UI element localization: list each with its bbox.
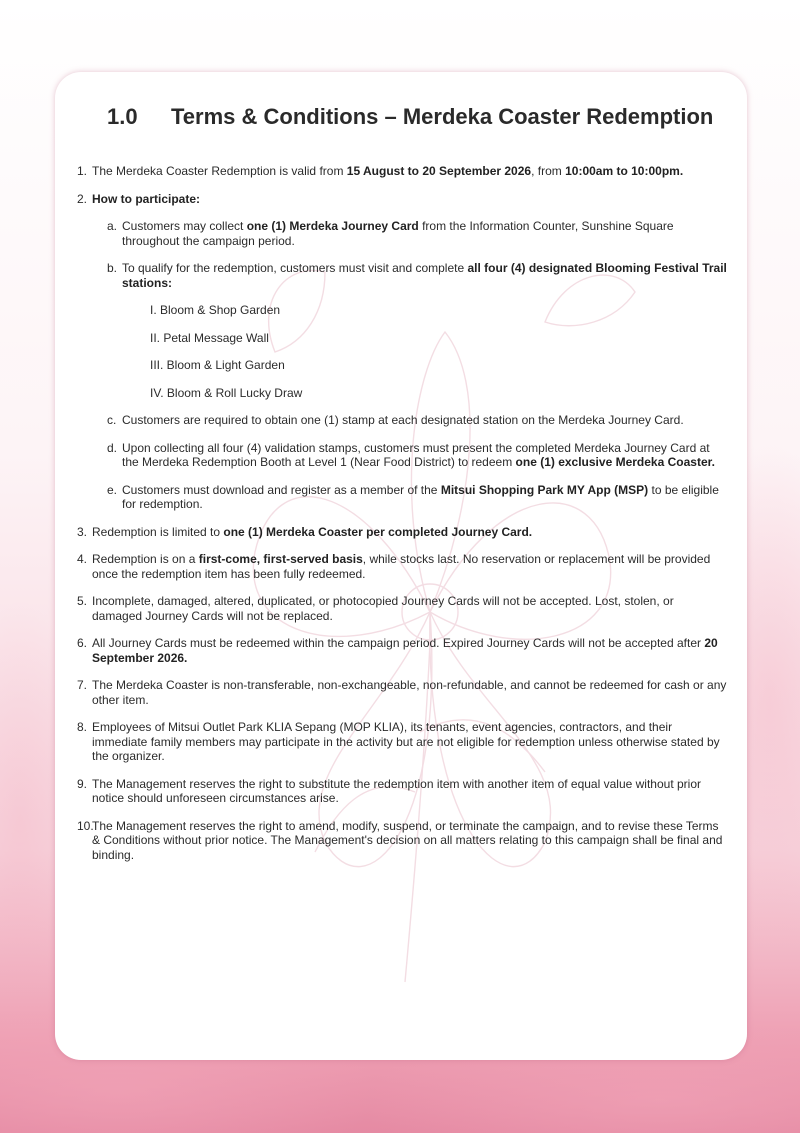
sub-letter: e.	[107, 482, 118, 497]
sub-bold: all four (4) designated Blooming Festival Trail stations:	[122, 261, 727, 290]
term-item-9	[77, 777, 727, 806]
item-text: Incomplete, damaged, altered, duplicated, or photocopied Journey Cards will not be accepted. Lost, stolen, or damaged Journey Cards will not be replaced.	[92, 594, 674, 623]
sub-bold: one (1) Merdeka Journey Card	[246, 219, 419, 233]
sub-item-b	[107, 261, 727, 400]
item-text: Employees of Mitsui Outlet Park KLIA Sepang (MOP KLIA), its tenants, event agencies, contractors, and their immediate family members may participate in the activity but are not eligible for redemption unless otherwise stated by the organizer.	[92, 720, 720, 763]
item-bold: How to participate:	[92, 191, 201, 206]
station-item: IV. Bloom & Roll Lucky Draw	[150, 385, 303, 400]
sub-text: Upon collecting all four (4) validation stamps, customers must present the completed Merdeka Journey Card at the Merdeka Redemption Booth at Level 1 (Near Food District) to redeem	[122, 440, 710, 469]
terms-list	[77, 164, 727, 875]
term-item-3	[77, 525, 727, 540]
item-text: The Management reserves the right to substitute the redemption item with another item of equal value without prior notice should unforeseen circumstances arise.	[92, 776, 701, 805]
sub-text: from the Information Counter, Sunshine Square throughout the campaign period.	[122, 219, 674, 248]
term-item-6	[77, 636, 727, 665]
sub-letter: a.	[107, 219, 118, 233]
item-bold: one (1) Merdeka Coaster per completed Journey Card.	[223, 524, 533, 539]
item-number: 5.	[77, 594, 88, 608]
sub-text: Customers are required to obtain one (1) stamp at each designated station on the Merdeka Journey Card.	[122, 413, 684, 427]
term-item-1	[77, 164, 727, 179]
sub-item-c	[107, 413, 727, 428]
section-number: 1.0	[107, 104, 138, 129]
page-title	[107, 104, 713, 130]
item-text: The Merdeka Coaster is non-transferable, non-exchangeable, non-refundable, and cannot be redeemed for cash or any other item.	[92, 678, 727, 707]
item-number: 6.	[77, 636, 88, 650]
sub-bold: Mitsui Shopping Park MY App (MSP)	[440, 482, 649, 497]
item-number: 2.	[77, 191, 88, 206]
item-bold: 20 September 2026.	[92, 636, 718, 665]
item-number: 4.	[77, 552, 88, 566]
title-text: Terms & Conditions – Merdeka Coaster Redemption	[171, 104, 714, 129]
term-item-10	[77, 819, 727, 863]
sub-letter: d.	[107, 440, 118, 455]
item-bold: 10:00am to 10:00pm.	[565, 164, 684, 178]
term-item-5	[77, 594, 727, 623]
item-text: The Management reserves the right to amend, modify, suspend, or terminate the campaign, and to revise these Terms & Conditions without prior notice. The Management's decision on all matters relating to this campaign shall be final and binding.	[92, 818, 723, 862]
sub-item-d	[107, 441, 727, 470]
sub-letter: c.	[107, 413, 117, 427]
sub-bold: one (1) exclusive Merdeka Coaster.	[515, 455, 715, 469]
item-number: 7.	[77, 678, 88, 692]
term-item-4	[77, 552, 727, 581]
item-text: , while stocks last. No reservation or replacement will be provided once the redemption item has been fully redeemed.	[92, 552, 711, 581]
sub-text: To qualify for the redemption, customers must visit and complete	[122, 261, 468, 275]
station-item: II. Petal Message Wall	[150, 330, 269, 345]
item-text: Redemption is on a	[92, 552, 199, 566]
item-number: 8.	[77, 720, 88, 734]
item-number: 3.	[77, 524, 88, 539]
station-item: I. Bloom & Shop Garden	[150, 303, 281, 317]
sub-item-a	[107, 219, 727, 248]
station-item: III. Bloom & Light Garden	[150, 358, 285, 372]
terms-card	[55, 72, 747, 1060]
item-bold: 15 August to 20 September 2026	[346, 164, 532, 178]
item-text: , from	[531, 164, 566, 178]
item-text: All Journey Cards must be redeemed within the campaign period. Expired Journey Cards will not be accepted after	[92, 636, 705, 650]
station-list	[150, 303, 727, 400]
item-number: 9.	[77, 776, 88, 791]
term-item-8	[77, 720, 727, 764]
sub-text: to be eligible for redemption.	[122, 482, 719, 511]
term-item-7	[77, 678, 727, 707]
sub-item-e	[107, 483, 727, 512]
sub-text: Customers must download and register as a member of the	[122, 482, 441, 497]
sub-text: Customers may collect	[122, 219, 247, 233]
item-bold: first-come, first-served basis	[198, 552, 363, 566]
sub-letter: b.	[107, 261, 118, 275]
item-text: The Merdeka Coaster Redemption is valid from	[92, 164, 347, 178]
term-item-2	[77, 192, 727, 512]
item-text: Redemption is limited to	[92, 524, 224, 539]
item-number: 10.	[77, 818, 94, 833]
item-number: 1.	[77, 164, 88, 178]
